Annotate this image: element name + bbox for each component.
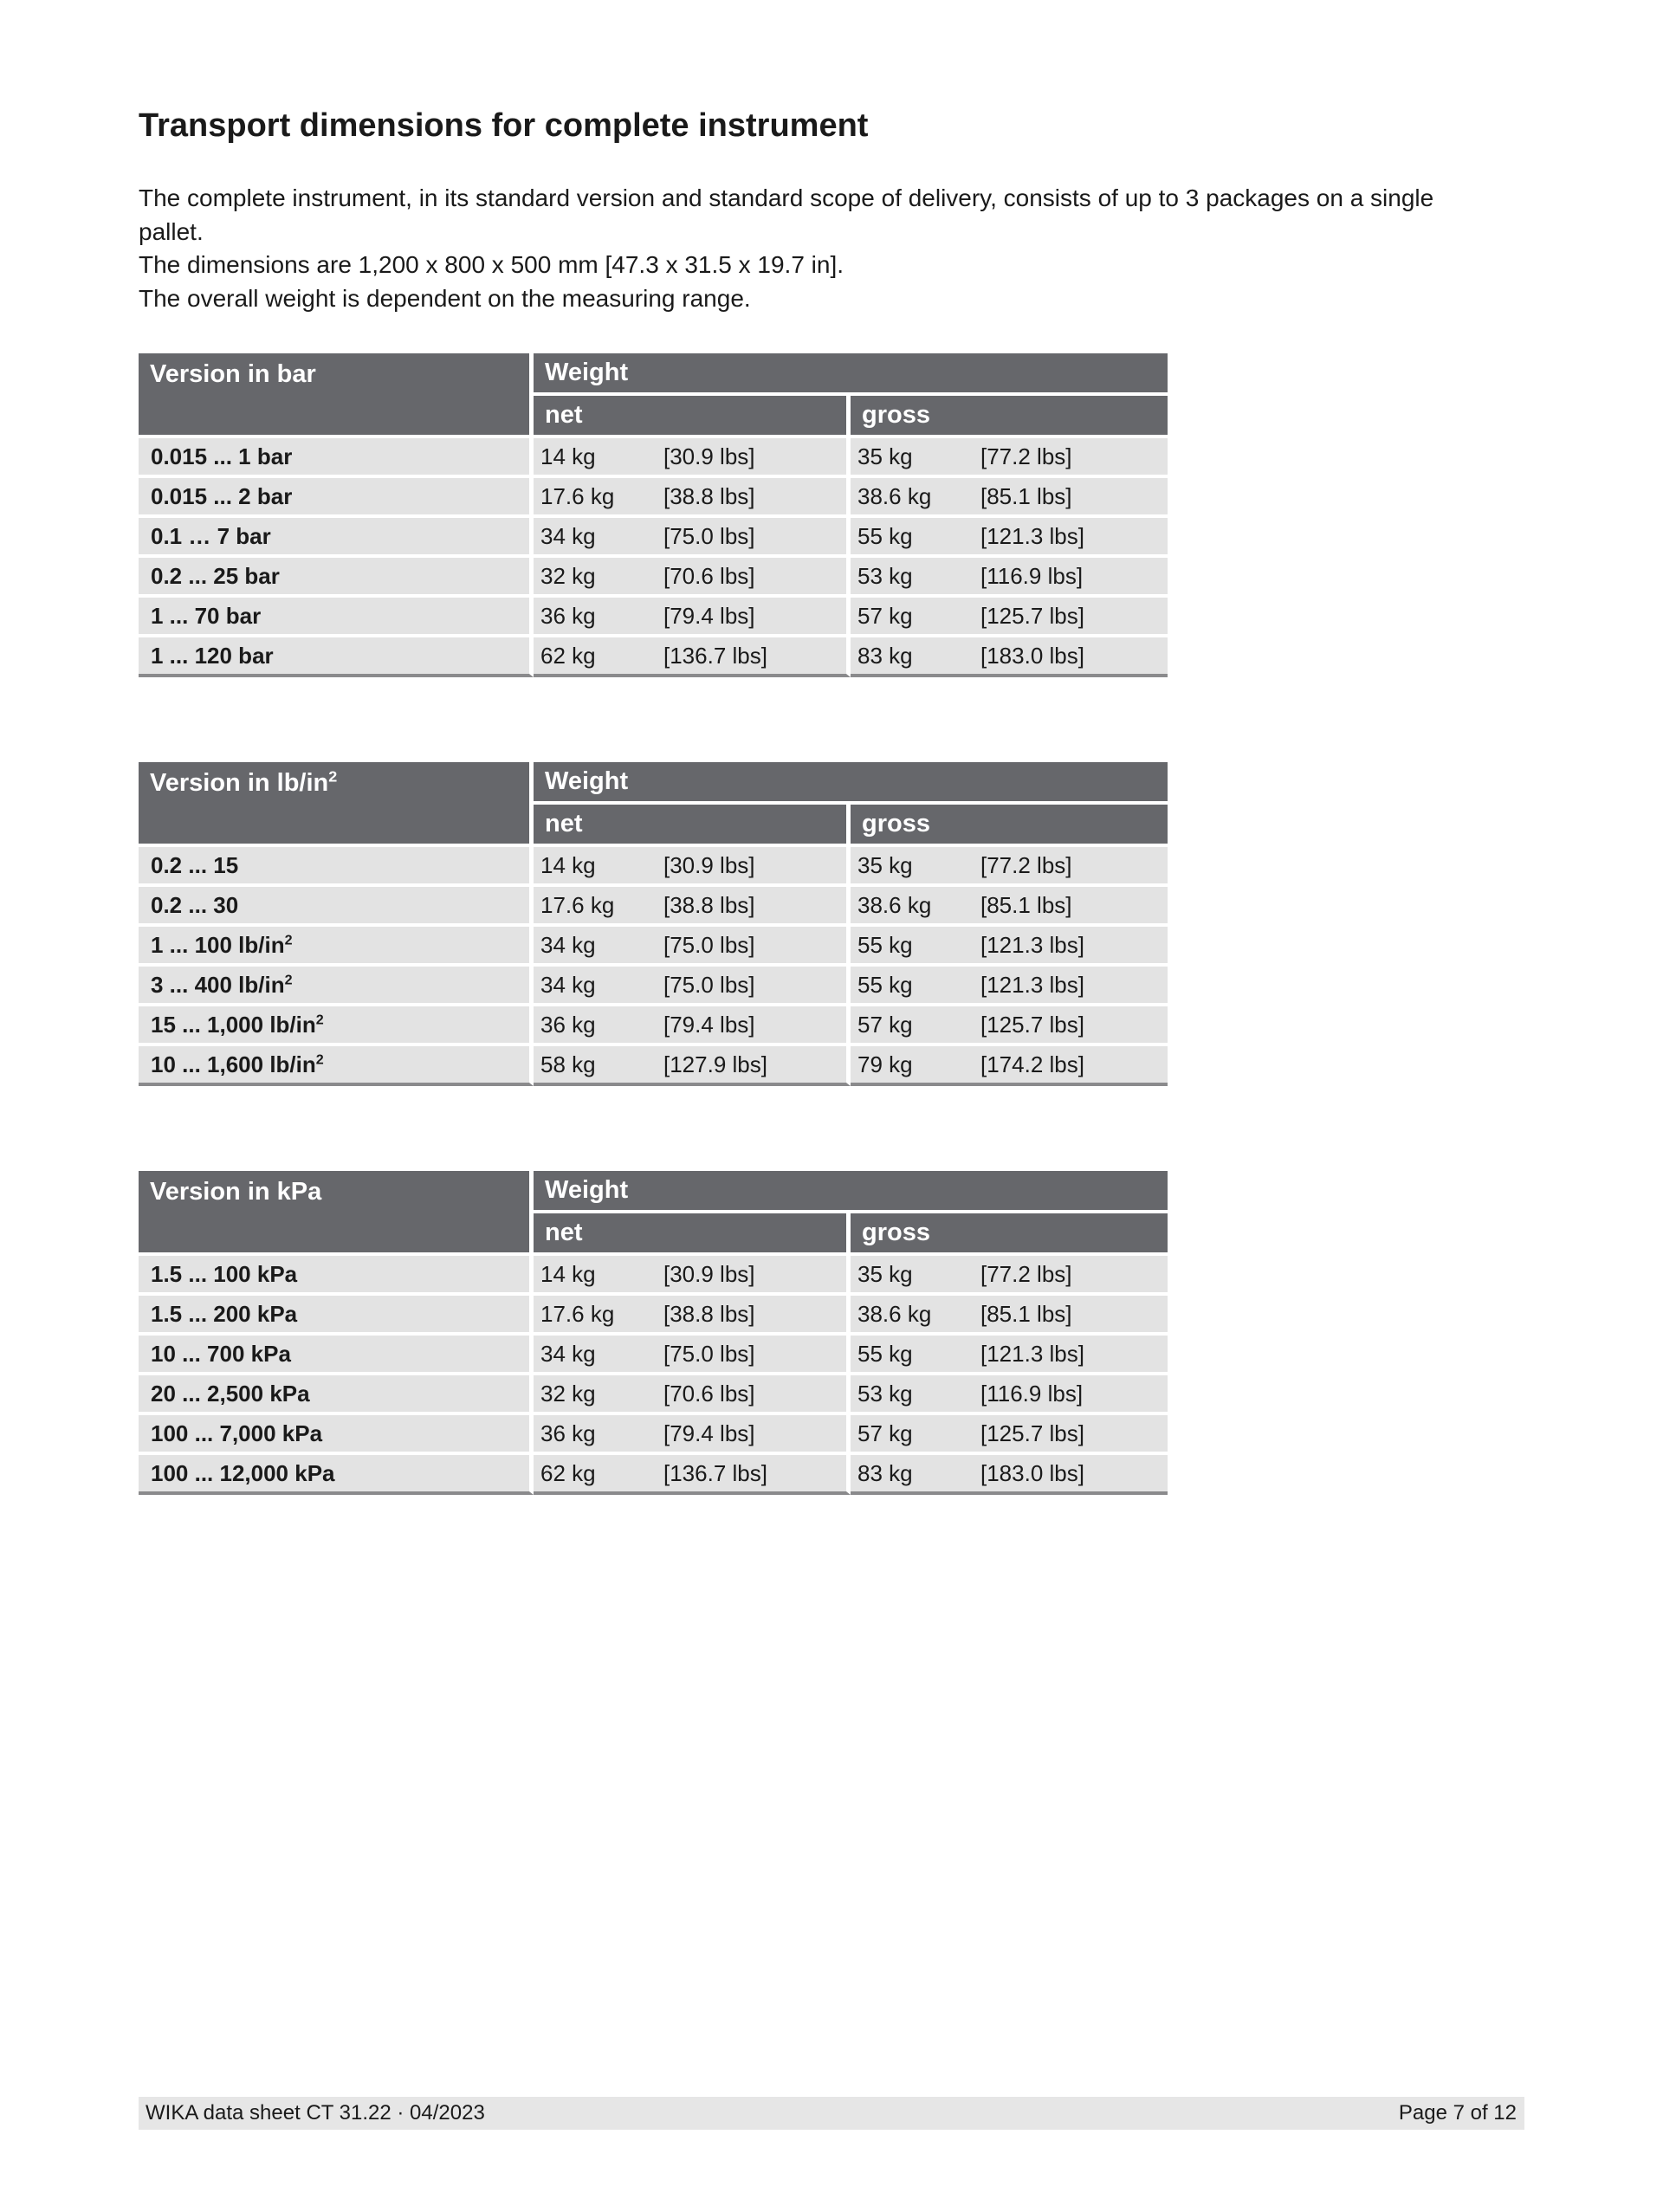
net-kg-cell: 62 kg (534, 1452, 657, 1495)
gross-kg-cell: 55 kg (851, 963, 974, 1003)
intro-paragraph: The complete instrument, in its standard version and standard scope of delivery, consists of up to 3 packages on a single pallet. (139, 184, 1434, 245)
net-kg-cell: 62 kg (534, 634, 657, 677)
gross-lbs-cell: [77.2 lbs] (974, 435, 1168, 475)
net-kg-cell: 58 kg (534, 1043, 657, 1086)
net-lbs-cell: [70.6 lbs] (657, 1372, 851, 1412)
net-lbs-cell: [136.7 lbs] (657, 1452, 851, 1495)
range-cell: 100 ... 12,000 kPa (139, 1452, 534, 1495)
range-cell: 1 ... 100 $lb/in^2$ (139, 923, 534, 963)
range-cell: 100 ... 7,000 kPa (139, 1412, 534, 1452)
range-cell: 1.5 ... 100 kPa (139, 1252, 534, 1292)
gross-lbs-cell: [85.1 lbs] (974, 475, 1168, 514)
net-lbs-cell: [38.8 lbs] (657, 883, 851, 923)
net-kg-cell: 36 kg (534, 594, 657, 634)
table-row (139, 1452, 1168, 1495)
range-cell: 1 ... 70 bar (139, 594, 534, 634)
gross-lbs-cell: [77.2 lbs] (974, 844, 1168, 883)
net-lbs-cell: [75.0 lbs] (657, 514, 851, 554)
gross-kg-cell: 55 kg (851, 514, 974, 554)
net-kg-cell: 17.6 kg (534, 883, 657, 923)
table-row (139, 963, 1168, 1003)
net-lbs-cell: [30.9 lbs] (657, 435, 851, 475)
gross-lbs-cell: [125.7 lbs] (974, 1003, 1168, 1043)
weight-column-header: Weight (534, 1171, 1168, 1213)
gross-lbs-cell: [121.3 lbs] (974, 923, 1168, 963)
net-lbs-cell: [136.7 lbs] (657, 634, 851, 677)
gross-kg-cell: 53 kg (851, 554, 974, 594)
net-lbs-cell: [75.0 lbs] (657, 923, 851, 963)
weight-column-header: Weight (534, 762, 1168, 805)
gross-lbs-cell: [121.3 lbs] (974, 963, 1168, 1003)
gross-lbs-cell: [174.2 lbs] (974, 1043, 1168, 1086)
gross-lbs-cell: [125.7 lbs] (974, 1412, 1168, 1452)
page-footer (139, 2097, 1524, 2130)
net-kg-cell: 36 kg (534, 1412, 657, 1452)
range-cell: 0.015 ... 2 bar (139, 475, 534, 514)
table-row (139, 923, 1168, 963)
gross-column-header: gross (851, 805, 1168, 844)
range-cell: 0.2 ... 25 bar (139, 554, 534, 594)
net-lbs-cell: [79.4 lbs] (657, 594, 851, 634)
net-kg-cell: 32 kg (534, 554, 657, 594)
range-cell: 10 ... 1,600 $lb/in^2$ (139, 1043, 534, 1086)
version-column-header: Version in bar (139, 353, 534, 435)
gross-kg-cell: 38.6 kg (851, 475, 974, 514)
net-lbs-cell: [79.4 lbs] (657, 1003, 851, 1043)
gross-lbs-cell: [116.9 lbs] (974, 1372, 1168, 1412)
gross-kg-cell: 53 kg (851, 1372, 974, 1412)
weight-column-header: Weight (534, 353, 1168, 396)
net-kg-cell: 14 kg (534, 435, 657, 475)
weights-table-bar (139, 353, 1168, 677)
table-row (139, 1252, 1168, 1292)
net-lbs-cell: [79.4 lbs] (657, 1412, 851, 1452)
net-kg-cell: 32 kg (534, 1372, 657, 1412)
range-cell: 0.2 ... 15 (139, 844, 534, 883)
net-kg-cell: 17.6 kg (534, 1292, 657, 1332)
net-kg-cell: 34 kg (534, 923, 657, 963)
table-row (139, 883, 1168, 923)
gross-kg-cell: 35 kg (851, 844, 974, 883)
gross-lbs-cell: [85.1 lbs] (974, 883, 1168, 923)
net-kg-cell: 34 kg (534, 963, 657, 1003)
table-row (139, 1372, 1168, 1412)
net-kg-cell: 14 kg (534, 1252, 657, 1292)
weights-table-kpa (139, 1171, 1168, 1495)
table-row (139, 634, 1168, 677)
net-kg-cell: 34 kg (534, 514, 657, 554)
range-cell: 3 ... 400 $lb/in^2$ (139, 963, 534, 1003)
range-cell: 15 ... 1,000 $lb/in^2$ (139, 1003, 534, 1043)
gross-lbs-cell: [85.1 lbs] (974, 1292, 1168, 1332)
gross-lbs-cell: [77.2 lbs] (974, 1252, 1168, 1292)
gross-kg-cell: 57 kg (851, 1003, 974, 1043)
gross-column-header: gross (851, 1213, 1168, 1252)
net-lbs-cell: [75.0 lbs] (657, 1332, 851, 1372)
net-lbs-cell: [75.0 lbs] (657, 963, 851, 1003)
net-kg-cell: 14 kg (534, 844, 657, 883)
gross-lbs-cell: [121.3 lbs] (974, 514, 1168, 554)
gross-lbs-cell: [183.0 lbs] (974, 1452, 1168, 1495)
net-kg-cell: 17.6 kg (534, 475, 657, 514)
intro-paragraph: The dimensions are 1,200 x 800 x 500 mm [47.3 x 31.5 x 19.7 in]. (139, 251, 844, 278)
weights-table-psi (139, 762, 1168, 1086)
range-cell: 1 ... 120 bar (139, 634, 534, 677)
range-cell: 0.1 … 7 bar (139, 514, 534, 554)
gross-kg-cell: 55 kg (851, 1332, 974, 1372)
gross-kg-cell: 38.6 kg (851, 1292, 974, 1332)
gross-kg-cell: 38.6 kg (851, 883, 974, 923)
version-column-header: Version in $lb/in^2$ (139, 762, 534, 844)
table-row (139, 435, 1168, 475)
table-row (139, 1043, 1168, 1086)
table-row (139, 1412, 1168, 1452)
gross-lbs-cell: [125.7 lbs] (974, 594, 1168, 634)
net-lbs-cell: [38.8 lbs] (657, 475, 851, 514)
gross-lbs-cell: [121.3 lbs] (974, 1332, 1168, 1372)
footer-page-number: Page 7 of 12 (1398, 2101, 1517, 2125)
intro-paragraph: The overall weight is dependent on the measuring range. (139, 284, 751, 312)
table-row (139, 514, 1168, 554)
table-row (139, 1292, 1168, 1332)
gross-kg-cell: 83 kg (851, 1452, 974, 1495)
table-row (139, 554, 1168, 594)
table-row (139, 1003, 1168, 1043)
range-cell: 0.2 ... 30 (139, 883, 534, 923)
gross-kg-cell: 35 kg (851, 435, 974, 475)
table-row (139, 844, 1168, 883)
net-kg-cell: 36 kg (534, 1003, 657, 1043)
net-lbs-cell: [38.8 lbs] (657, 1292, 851, 1332)
gross-kg-cell: 83 kg (851, 634, 974, 677)
net-lbs-cell: [30.9 lbs] (657, 1252, 851, 1292)
net-column-header: net (534, 1213, 851, 1252)
gross-lbs-cell: [183.0 lbs] (974, 634, 1168, 677)
footer-document-id: WIKA data sheet CT 31.22 · 04/2023 (146, 2101, 485, 2125)
net-lbs-cell: [70.6 lbs] (657, 554, 851, 594)
table-row (139, 594, 1168, 634)
table-row (139, 1332, 1168, 1372)
gross-lbs-cell: [116.9 lbs] (974, 554, 1168, 594)
intro-text (139, 182, 1490, 315)
net-lbs-cell: [127.9 lbs] (657, 1043, 851, 1086)
gross-kg-cell: 55 kg (851, 923, 974, 963)
range-cell: 20 ... 2,500 kPa (139, 1372, 534, 1412)
range-cell: 1.5 ... 200 kPa (139, 1292, 534, 1332)
gross-column-header: gross (851, 396, 1168, 435)
version-column-header: Version in kPa (139, 1171, 534, 1252)
gross-kg-cell: 57 kg (851, 594, 974, 634)
gross-kg-cell: 35 kg (851, 1252, 974, 1292)
net-column-header: net (534, 396, 851, 435)
net-column-header: net (534, 805, 851, 844)
net-kg-cell: 34 kg (534, 1332, 657, 1372)
table-row (139, 475, 1168, 514)
range-cell: 0.015 ... 1 bar (139, 435, 534, 475)
net-lbs-cell: [30.9 lbs] (657, 844, 851, 883)
gross-kg-cell: 57 kg (851, 1412, 974, 1452)
gross-kg-cell: 79 kg (851, 1043, 974, 1086)
range-cell: 10 ... 700 kPa (139, 1332, 534, 1372)
page-heading: Transport dimensions for complete instrument (139, 107, 869, 144)
